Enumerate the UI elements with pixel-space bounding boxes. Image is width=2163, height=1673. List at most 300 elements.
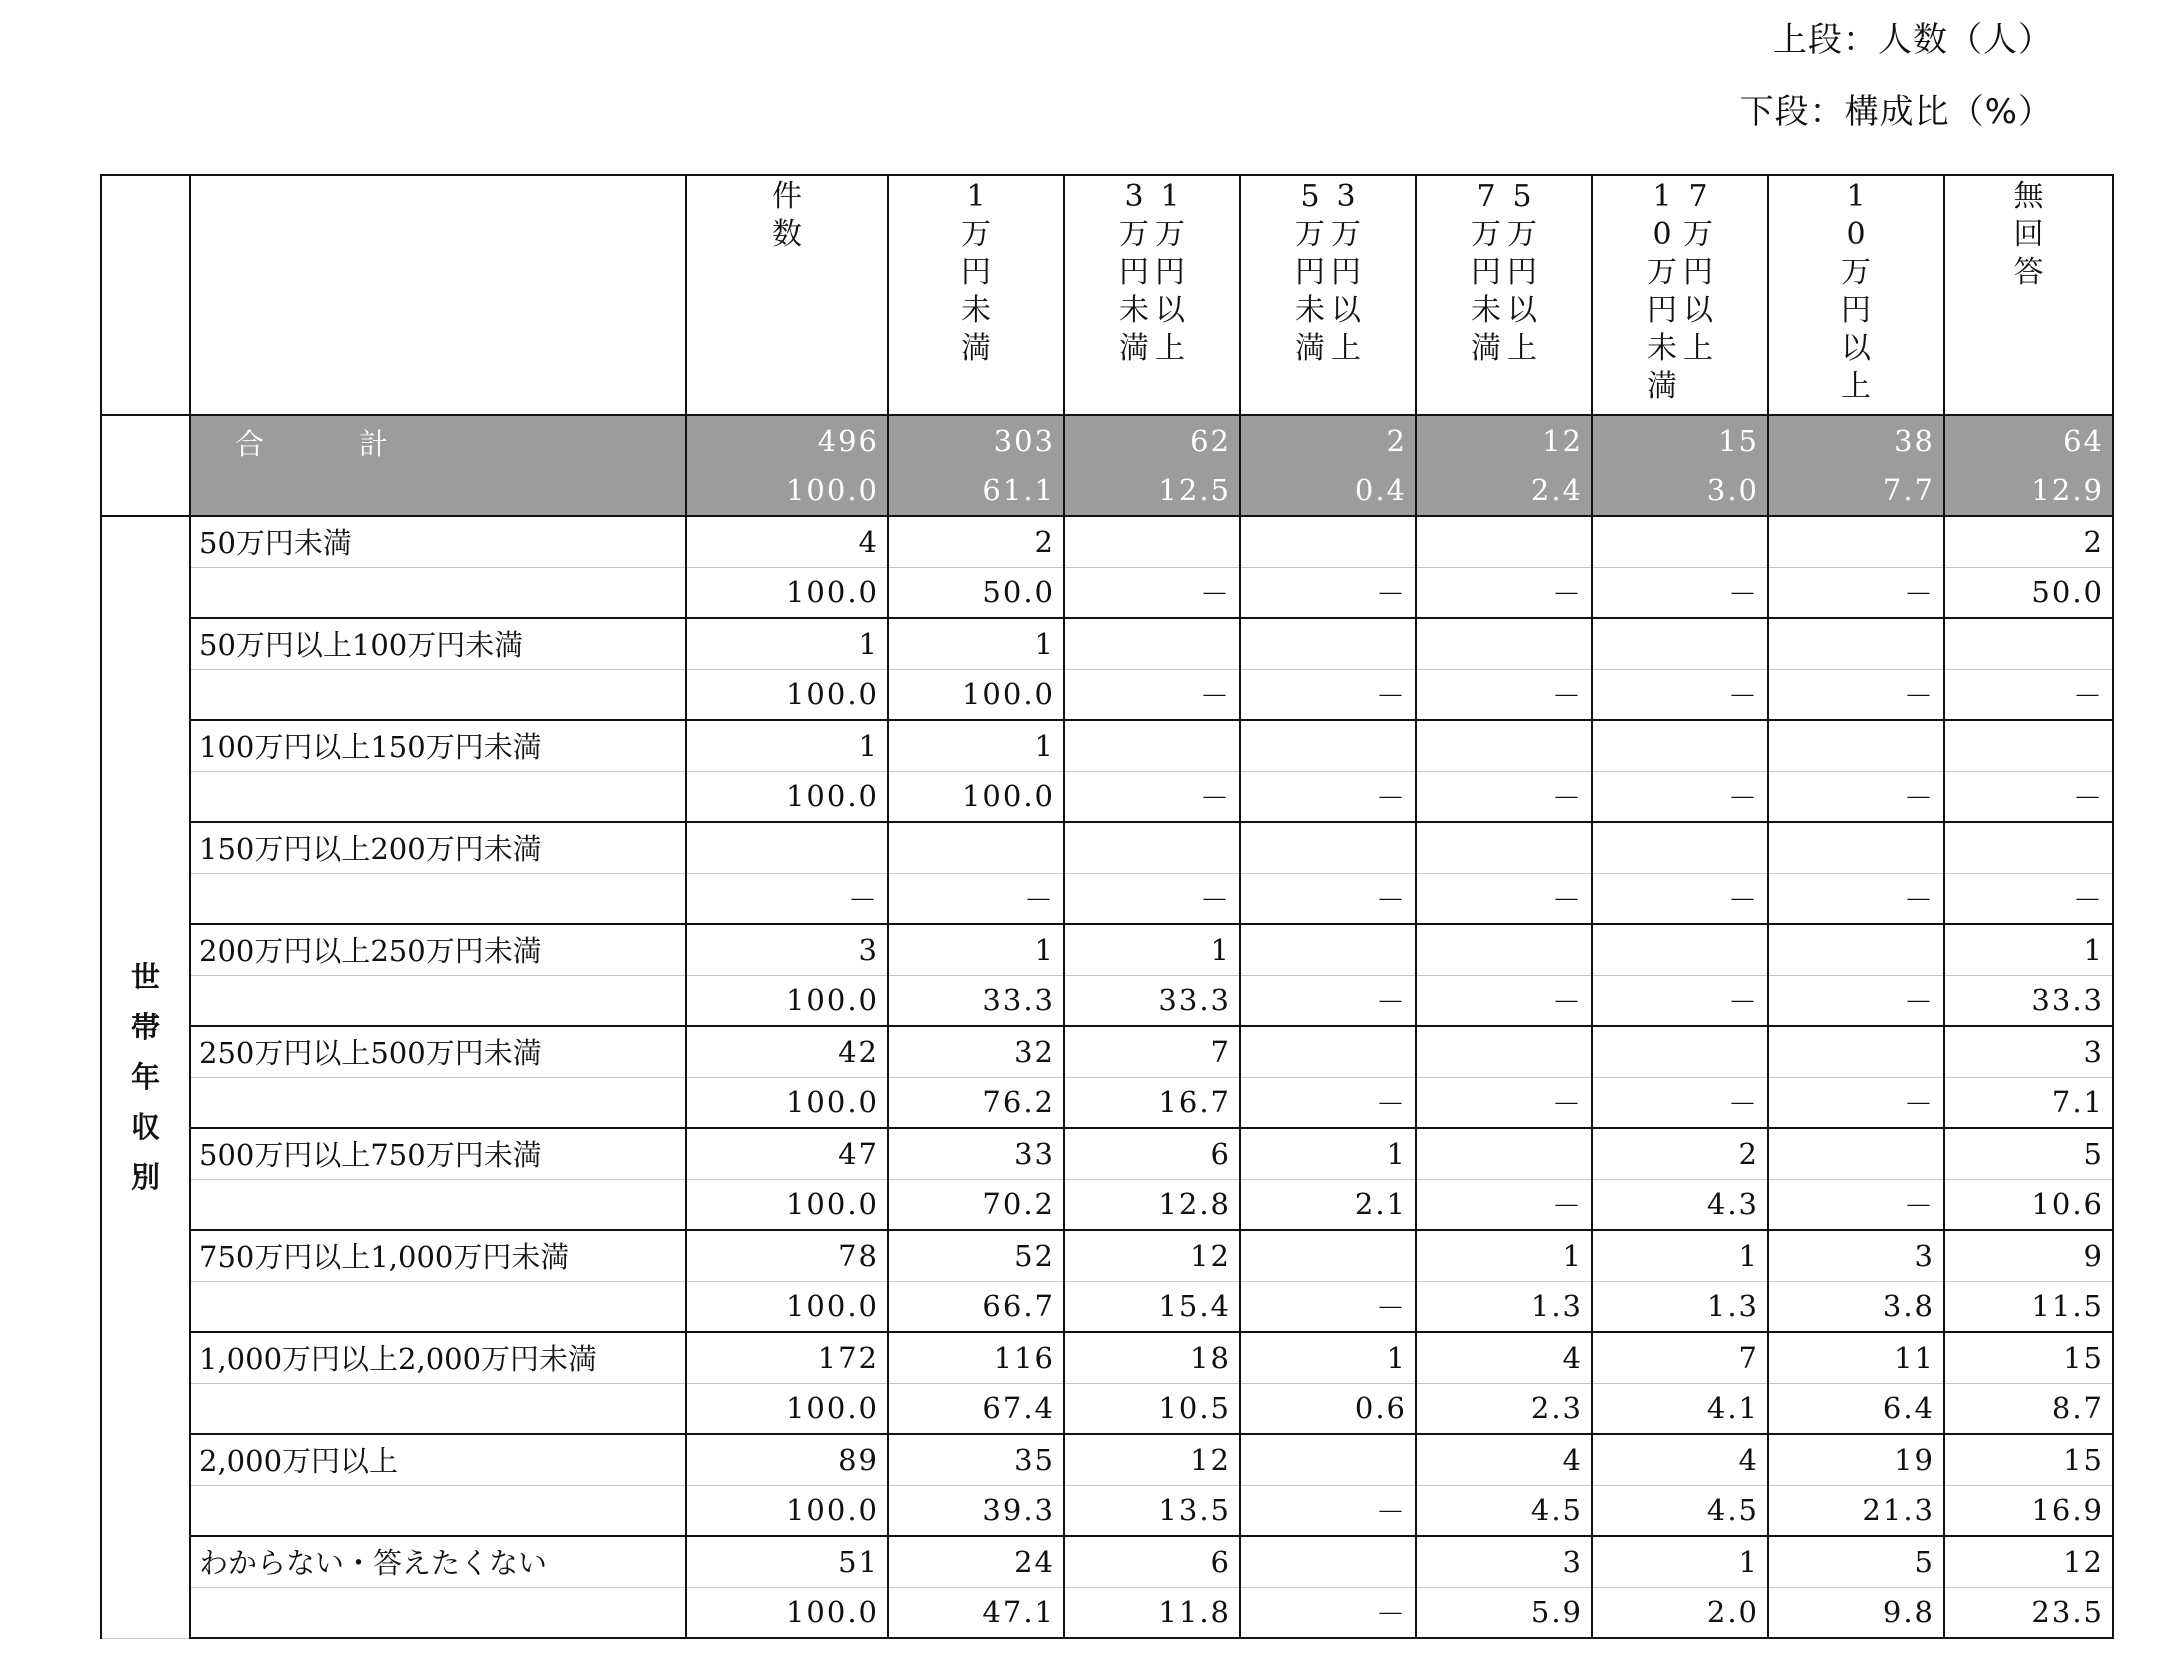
percent-cell: －	[1592, 567, 1768, 618]
row-label: 500万円以上750万円未満	[190, 1128, 686, 1179]
count-cell: 24	[888, 1536, 1064, 1587]
col-header-char: 上	[1507, 331, 1537, 366]
percent-cell: －	[1416, 771, 1592, 822]
col-header-char: 0	[1652, 217, 1672, 252]
col-header-char: 満	[961, 331, 991, 366]
count-cell: 12	[1944, 1536, 2113, 1587]
col-header-char: 満	[1119, 331, 1149, 366]
percent-cell: 100.0	[686, 1281, 888, 1332]
percent-cell: 100.0	[686, 1077, 888, 1128]
col-header-char: 3	[1124, 179, 1144, 214]
count-cell	[1240, 1026, 1416, 1077]
row-label: 750万円以上1,000万円未満	[190, 1230, 686, 1281]
income-crosstab-table	[100, 174, 2114, 1639]
percent-cell: 33.3	[888, 975, 1064, 1026]
count-cell: 78	[686, 1230, 888, 1281]
data-count-row	[101, 1230, 2113, 1281]
percent-cell: 4.1	[1592, 1383, 1768, 1434]
percent-cell: 12.5	[1064, 466, 1240, 517]
data-count-row	[101, 720, 2113, 771]
percent-cell: －	[1240, 669, 1416, 720]
col-header-char: 万	[1841, 255, 1871, 290]
percent-cell: 33.3	[1944, 975, 2113, 1026]
col-header-char: 円	[1683, 255, 1713, 290]
count-cell	[1240, 1434, 1416, 1485]
count-cell: 42	[686, 1026, 888, 1077]
count-cell: 47	[686, 1128, 888, 1179]
count-cell: 5	[1768, 1536, 1944, 1587]
row-label: 2,000万円以上	[190, 1434, 686, 1485]
count-cell	[1416, 618, 1592, 669]
percent-cell: 4.5	[1592, 1485, 1768, 1536]
count-cell	[1592, 516, 1768, 567]
col-header-char: 満	[1295, 331, 1325, 366]
count-cell	[1768, 618, 1944, 669]
percent-cell: 100.0	[686, 1485, 888, 1536]
count-cell: 4	[1416, 1434, 1592, 1485]
count-cell: 303	[888, 415, 1064, 466]
count-cell: 6	[1064, 1128, 1240, 1179]
percent-cell: 100.0	[888, 771, 1064, 822]
percent-cell: 7.7	[1768, 466, 1944, 517]
count-cell: 33	[888, 1128, 1064, 1179]
count-cell: 496	[686, 415, 888, 466]
count-cell: 19	[1768, 1434, 1944, 1485]
data-count-row	[101, 1536, 2113, 1587]
col-header-char: 以	[1155, 293, 1185, 328]
data-percent-row	[101, 771, 2113, 822]
count-cell	[1064, 516, 1240, 567]
row-label-blank	[190, 873, 686, 924]
percent-cell: －	[1064, 567, 1240, 618]
data-count-row	[101, 516, 2113, 567]
percent-cell: 61.1	[888, 466, 1064, 517]
col-header-char: 満	[1647, 369, 1677, 404]
percent-cell: 12.8	[1064, 1179, 1240, 1230]
col-header-char: 円	[1295, 255, 1325, 290]
count-cell: 15	[1944, 1332, 2113, 1383]
count-cell: 52	[888, 1230, 1064, 1281]
count-cell	[1768, 516, 1944, 567]
count-cell	[1768, 924, 1944, 975]
count-cell	[1240, 924, 1416, 975]
side-label-household-income	[101, 516, 190, 1638]
col-header-text	[1504, 178, 1540, 368]
data-count-row	[101, 924, 2113, 975]
count-cell: 1	[888, 720, 1064, 771]
count-cell: 4	[1592, 1434, 1768, 1485]
row-label: 50万円未満	[190, 516, 686, 567]
percent-cell: 4.5	[1416, 1485, 1592, 1536]
col-header-char: 円	[1507, 255, 1537, 290]
count-cell: 51	[686, 1536, 888, 1587]
data-percent-row	[101, 1383, 2113, 1434]
col-header-text	[1468, 178, 1504, 368]
percent-cell: 10.5	[1064, 1383, 1240, 1434]
data-percent-row	[101, 1485, 2113, 1536]
col-header-char: 万	[1507, 217, 1537, 252]
percent-cell: 1.3	[1416, 1281, 1592, 1332]
percent-cell: －	[888, 873, 1064, 924]
col-header-c5	[1592, 175, 1768, 415]
count-cell: 4	[686, 516, 888, 567]
col-header-char: 万	[1119, 217, 1149, 252]
count-cell: 32	[888, 1026, 1064, 1077]
count-cell	[1416, 516, 1592, 567]
count-cell: 9	[1944, 1230, 2113, 1281]
percent-cell: －	[1592, 975, 1768, 1026]
data-percent-row	[101, 1281, 2113, 1332]
col-header-char: 1	[966, 179, 986, 214]
percent-cell: 100.0	[888, 669, 1064, 720]
percent-cell: 5.9	[1416, 1587, 1592, 1638]
count-cell	[1240, 720, 1416, 771]
count-cell: 18	[1064, 1332, 1240, 1383]
col-header-char: 1	[1160, 179, 1180, 214]
percent-cell: －	[1592, 873, 1768, 924]
col-header-char: 円	[1331, 255, 1361, 290]
col-header-char: 上	[1331, 331, 1361, 366]
count-cell: 15	[1592, 415, 1768, 466]
col-header-char: 数	[772, 217, 802, 252]
count-cell: 116	[888, 1332, 1064, 1383]
count-cell: 62	[1064, 415, 1240, 466]
col-header-char: 上	[1683, 331, 1713, 366]
count-cell: 1	[1592, 1536, 1768, 1587]
col-header-char: 以	[1841, 331, 1871, 366]
count-cell: 38	[1768, 415, 1944, 466]
row-label: 250万円以上500万円未満	[190, 1026, 686, 1077]
percent-cell: －	[1064, 873, 1240, 924]
count-cell	[1064, 720, 1240, 771]
percent-cell: 9.8	[1768, 1587, 1944, 1638]
col-header-c1	[888, 175, 1064, 415]
col-header-char: 万	[1683, 217, 1713, 252]
header-blank	[190, 175, 686, 415]
count-cell: 12	[1064, 1434, 1240, 1485]
count-cell: 1	[1240, 1332, 1416, 1383]
col-header-char: 万	[1155, 217, 1185, 252]
count-cell	[1416, 1128, 1592, 1179]
col-header-text	[769, 178, 805, 254]
corner-blank	[101, 175, 190, 415]
data-count-row	[101, 1434, 2113, 1485]
count-cell: 2	[1240, 415, 1416, 466]
percent-cell: －	[1416, 1179, 1592, 1230]
count-cell: 89	[686, 1434, 888, 1485]
col-header-char: 0	[1846, 217, 1866, 252]
col-header-char: 7	[1688, 179, 1708, 214]
percent-cell: 100.0	[686, 669, 888, 720]
count-cell: 6	[1064, 1536, 1240, 1587]
count-cell	[1768, 1026, 1944, 1077]
row-label-blank	[190, 975, 686, 1026]
count-cell	[1064, 822, 1240, 873]
col-header-char: 以	[1507, 293, 1537, 328]
count-cell	[1240, 1230, 1416, 1281]
row-label-blank	[190, 771, 686, 822]
count-cell	[1240, 1536, 1416, 1587]
percent-cell: 16.9	[1944, 1485, 2113, 1536]
col-header-char: 未	[1295, 293, 1325, 328]
percent-cell: 50.0	[1944, 567, 2113, 618]
col-header-char: 未	[1647, 331, 1677, 366]
data-percent-row	[101, 975, 2113, 1026]
count-cell	[686, 822, 888, 873]
col-header-count	[686, 175, 888, 415]
count-cell: 15	[1944, 1434, 2113, 1485]
col-header-char: 1	[1652, 179, 1672, 214]
count-cell	[1592, 618, 1768, 669]
count-cell: 172	[686, 1332, 888, 1383]
count-cell: 64	[1944, 415, 2113, 466]
col-header-text	[1328, 178, 1364, 368]
col-header-char: 円	[1471, 255, 1501, 290]
data-count-row	[101, 1026, 2113, 1077]
count-cell: 11	[1768, 1332, 1944, 1383]
percent-cell: 10.6	[1944, 1179, 2113, 1230]
data-percent-row	[101, 1077, 2113, 1128]
col-header-char: 5	[1512, 179, 1532, 214]
count-cell	[1768, 720, 1944, 771]
col-header-text	[1152, 178, 1188, 368]
count-cell: 12	[1064, 1230, 1240, 1281]
count-cell: 1	[1944, 924, 2113, 975]
col-header-text	[2011, 178, 2047, 292]
col-header-c3	[1240, 175, 1416, 415]
percent-cell: 8.7	[1944, 1383, 2113, 1434]
count-cell: 3	[1944, 1026, 2113, 1077]
count-cell	[1944, 618, 2113, 669]
count-cell: 12	[1416, 415, 1592, 466]
percent-cell: 16.7	[1064, 1077, 1240, 1128]
percent-cell: 2.0	[1592, 1587, 1768, 1638]
count-cell	[1416, 1026, 1592, 1077]
count-cell: 5	[1944, 1128, 2113, 1179]
percent-cell: 3.8	[1768, 1281, 1944, 1332]
percent-cell: 70.2	[888, 1179, 1064, 1230]
percent-cell: －	[1240, 975, 1416, 1026]
percent-cell: －	[1768, 669, 1944, 720]
row-label: 100万円以上150万円未満	[190, 720, 686, 771]
percent-cell: －	[1768, 1179, 1944, 1230]
count-cell: 1	[686, 720, 888, 771]
col-header-char: 上	[1155, 331, 1185, 366]
percent-cell: －	[1592, 771, 1768, 822]
count-cell	[1592, 1026, 1768, 1077]
percent-cell: －	[1768, 975, 1944, 1026]
col-header-char: 未	[961, 293, 991, 328]
count-cell	[1416, 924, 1592, 975]
percent-cell: －	[1416, 975, 1592, 1026]
percent-cell: －	[1416, 873, 1592, 924]
percent-cell: 47.1	[888, 1587, 1064, 1638]
percent-cell: －	[1944, 873, 2113, 924]
col-header-c7	[1944, 175, 2113, 415]
header-row	[101, 175, 2113, 415]
count-cell: 1	[888, 618, 1064, 669]
col-header-char: 満	[1471, 331, 1501, 366]
row-label: 50万円以上100万円未満	[190, 618, 686, 669]
side-blank	[101, 415, 190, 516]
percent-cell: －	[1240, 1485, 1416, 1536]
percent-cell: 2.1	[1240, 1179, 1416, 1230]
count-cell: 7	[1064, 1026, 1240, 1077]
percent-cell: －	[1944, 669, 2113, 720]
row-label: 1,000万円以上2,000万円未満	[190, 1332, 686, 1383]
count-cell	[1064, 618, 1240, 669]
count-cell: 1	[686, 618, 888, 669]
percent-cell: 100.0	[686, 1383, 888, 1434]
col-header-text	[1644, 178, 1680, 406]
count-cell	[1768, 822, 1944, 873]
col-header-c6	[1768, 175, 1944, 415]
count-cell	[1944, 822, 2113, 873]
col-header-char: 円	[1119, 255, 1149, 290]
legend-lower: 下段：構成比（%）	[1739, 92, 2053, 132]
percent-cell: －	[1240, 1077, 1416, 1128]
data-percent-row	[101, 669, 2113, 720]
percent-cell: 4.3	[1592, 1179, 1768, 1230]
data-percent-row	[101, 567, 2113, 618]
col-header-char: 万	[1647, 255, 1677, 290]
percent-cell: 1.3	[1592, 1281, 1768, 1332]
percent-cell: 76.2	[888, 1077, 1064, 1128]
count-cell	[888, 822, 1064, 873]
percent-cell: －	[1768, 873, 1944, 924]
percent-cell: －	[1240, 1281, 1416, 1332]
row-label-blank	[190, 1587, 686, 1638]
percent-cell: －	[1240, 771, 1416, 822]
col-header-char: 7	[1476, 179, 1496, 214]
percent-cell: －	[1592, 669, 1768, 720]
percent-cell: 100.0	[686, 1179, 888, 1230]
count-cell: 1	[1064, 924, 1240, 975]
count-cell: 4	[1416, 1332, 1592, 1383]
count-cell	[1592, 720, 1768, 771]
percent-cell: 7.1	[1944, 1077, 2113, 1128]
percent-cell: 100.0	[686, 567, 888, 618]
row-label-blank	[190, 1281, 686, 1332]
percent-cell: 67.4	[888, 1383, 1064, 1434]
data-percent-row	[101, 1587, 2113, 1638]
percent-cell: 12.9	[1944, 466, 2113, 517]
row-label: 200万円以上250万円未満	[190, 924, 686, 975]
count-cell	[1240, 618, 1416, 669]
col-header-char: 答	[2013, 255, 2044, 290]
data-count-row	[101, 1128, 2113, 1179]
col-header-char: 無	[2013, 179, 2044, 214]
row-label-blank	[190, 669, 686, 720]
count-cell	[1768, 1128, 1944, 1179]
percent-cell: 100.0	[686, 771, 888, 822]
row-label-blank	[190, 567, 686, 618]
percent-cell: 15.4	[1064, 1281, 1240, 1332]
data-percent-row	[101, 873, 2113, 924]
percent-cell: －	[686, 873, 888, 924]
percent-cell: 3.0	[1592, 466, 1768, 517]
count-cell	[1240, 516, 1416, 567]
col-header-char: 未	[1119, 293, 1149, 328]
row-label-blank	[190, 1179, 686, 1230]
count-cell: 35	[888, 1434, 1064, 1485]
percent-cell: －	[1768, 1077, 1944, 1128]
percent-cell: －	[1416, 669, 1592, 720]
count-cell	[1416, 822, 1592, 873]
percent-cell: 6.4	[1768, 1383, 1944, 1434]
col-header-text	[1680, 178, 1716, 368]
percent-cell: 11.8	[1064, 1587, 1240, 1638]
percent-cell: －	[1592, 1077, 1768, 1128]
count-cell	[1592, 924, 1768, 975]
col-header-char: 円	[1841, 293, 1871, 328]
row-label: 150万円以上200万円未満	[190, 822, 686, 873]
percent-cell: 33.3	[1064, 975, 1240, 1026]
count-cell: 2	[888, 516, 1064, 567]
percent-cell: 23.5	[1944, 1587, 2113, 1638]
count-cell: 3	[686, 924, 888, 975]
percent-cell: 0.6	[1240, 1383, 1416, 1434]
col-header-char: 上	[1841, 369, 1871, 404]
data-percent-row	[101, 1179, 2113, 1230]
percent-cell: 66.7	[888, 1281, 1064, 1332]
col-header-text	[1292, 178, 1328, 368]
percent-cell: －	[1240, 873, 1416, 924]
percent-cell: －	[1416, 567, 1592, 618]
count-cell	[1240, 822, 1416, 873]
total-label: 合 計	[190, 415, 686, 516]
data-count-row	[101, 1332, 2113, 1383]
count-cell: 3	[1768, 1230, 1944, 1281]
percent-cell: －	[1240, 567, 1416, 618]
data-count-row	[101, 822, 2113, 873]
col-header-char: 3	[1336, 179, 1356, 214]
percent-cell: 100.0	[686, 466, 888, 517]
percent-cell: －	[1416, 1077, 1592, 1128]
row-label-blank	[190, 1383, 686, 1434]
percent-cell: 100.0	[686, 975, 888, 1026]
count-cell: 3	[1416, 1536, 1592, 1587]
percent-cell: 13.5	[1064, 1485, 1240, 1536]
col-header-text	[1116, 178, 1152, 368]
col-header-char: 万	[961, 217, 991, 252]
col-header-char: 5	[1300, 179, 1320, 214]
count-cell: 1	[1240, 1128, 1416, 1179]
count-cell	[1416, 720, 1592, 771]
count-cell	[1592, 822, 1768, 873]
percent-cell: －	[1064, 771, 1240, 822]
col-header-char: 回	[2013, 217, 2044, 252]
percent-cell: －	[1768, 567, 1944, 618]
percent-cell: 2.4	[1416, 466, 1592, 517]
percent-cell: 11.5	[1944, 1281, 2113, 1332]
percent-cell: －	[1064, 669, 1240, 720]
data-count-row	[101, 618, 2113, 669]
legend-upper: 上段：人数（人）	[1773, 20, 2053, 60]
percent-cell: 39.3	[888, 1485, 1064, 1536]
count-cell: 1	[888, 924, 1064, 975]
col-header-char: 円	[961, 255, 991, 290]
percent-cell: －	[1944, 771, 2113, 822]
row-label-blank	[190, 1077, 686, 1128]
percent-cell: －	[1240, 1587, 1416, 1638]
percent-cell: 2.3	[1416, 1383, 1592, 1434]
col-header-char: 万	[1471, 217, 1501, 252]
col-header-char: 万	[1295, 217, 1325, 252]
count-cell: 1	[1592, 1230, 1768, 1281]
percent-cell: 100.0	[686, 1587, 888, 1638]
col-header-char: 万	[1331, 217, 1361, 252]
